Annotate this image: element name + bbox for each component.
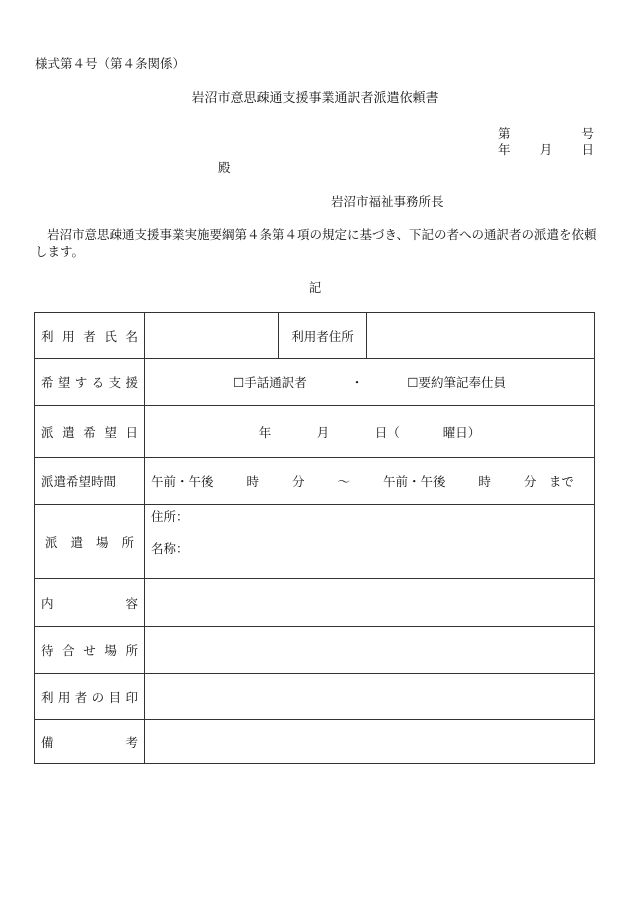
label-char: 名 xyxy=(125,328,138,344)
user-name-field[interactable] xyxy=(145,313,279,359)
date-month-unit: 月 xyxy=(316,424,330,440)
label-char: 者 xyxy=(74,689,88,705)
label-char: 所 xyxy=(121,534,134,550)
label-char: 日 xyxy=(125,424,138,440)
number-suffix: 号 xyxy=(581,126,594,141)
user-address-label: 利用者住所 xyxy=(279,313,367,359)
row-mark xyxy=(35,674,595,720)
sender-name: 岩沼市福祉事務所長 xyxy=(331,194,444,209)
place-name-label: 名称： xyxy=(151,541,189,556)
time-label: 派遣希望時間 xyxy=(35,458,145,505)
support-field xyxy=(145,359,595,406)
place-field[interactable] xyxy=(145,505,595,579)
label-char: 遣 xyxy=(70,534,83,550)
label-char: 望 xyxy=(104,424,117,440)
date-day-unit: 日（ xyxy=(374,424,400,440)
ki-heading: 記 xyxy=(308,280,322,295)
label-char: 内 xyxy=(41,595,54,611)
date-month: 月 xyxy=(539,142,553,157)
label-char: 支 xyxy=(108,375,122,390)
date-label xyxy=(35,406,145,458)
label-char: 印 xyxy=(125,689,138,705)
label-char: る xyxy=(91,375,105,390)
label-char: す xyxy=(74,375,88,390)
label-char: 用 xyxy=(57,689,71,705)
notes-label xyxy=(35,720,145,764)
label-char: 容 xyxy=(125,595,138,611)
label-char: 利 xyxy=(41,689,54,705)
date-day: 日 xyxy=(581,142,594,157)
addressee-suffix: 殿 xyxy=(218,160,231,175)
document-title: 岩沼市意思疎通支援事業通訳者派遣依頼書 xyxy=(191,91,439,106)
label-char: 考 xyxy=(125,734,138,750)
time-end-ampm: 午前・午後 xyxy=(382,474,446,489)
label-char: 場 xyxy=(95,534,109,550)
label-char: 援 xyxy=(125,375,138,390)
label-char: の xyxy=(91,689,105,705)
time-field[interactable] xyxy=(145,458,595,505)
row-content xyxy=(35,579,595,627)
label-char: 場 xyxy=(104,643,117,658)
time-start-ampm: 午前・午後 xyxy=(151,474,214,489)
time-start-min: 分 xyxy=(291,474,305,489)
label-char: 派 xyxy=(41,424,54,440)
document-date-line xyxy=(498,142,594,158)
request-form-table xyxy=(34,312,595,764)
content-label xyxy=(35,579,145,627)
user-name-label-chars xyxy=(41,327,138,345)
date-field[interactable] xyxy=(145,406,595,458)
row-date xyxy=(35,406,595,458)
label-char: 用 xyxy=(62,328,75,344)
sign-interpreter-checkbox[interactable]: ☐手話通訳者 xyxy=(233,375,307,390)
row-place xyxy=(35,505,595,579)
meeting-label xyxy=(35,627,145,674)
label-char: 者 xyxy=(83,328,96,344)
row-notes xyxy=(35,720,595,764)
date-year: 年 xyxy=(498,142,511,157)
user-name-label xyxy=(35,313,145,359)
time-tilde: ～ xyxy=(337,474,350,489)
label-char: 所 xyxy=(125,643,138,658)
label-char: 待 xyxy=(41,643,54,658)
place-label xyxy=(35,505,145,579)
request-body-text: 岩沼市意思疎通支援事業実施要綱第４条第４項の規定に基づき、下記の者への通訳者の派遣を依頼します。 xyxy=(35,227,597,259)
mark-field[interactable] xyxy=(145,674,595,720)
meeting-field[interactable] xyxy=(145,627,595,674)
time-end-hour: 時 xyxy=(478,474,491,489)
row-meeting xyxy=(35,627,595,674)
notes-field[interactable] xyxy=(145,720,595,764)
mark-label xyxy=(35,674,145,720)
row-user xyxy=(35,313,595,359)
support-separator: ・ xyxy=(350,375,364,390)
label-char: 派 xyxy=(45,534,58,550)
label-char: 望 xyxy=(57,375,71,390)
label-char: 希 xyxy=(83,424,96,440)
user-address-field[interactable] xyxy=(367,313,595,359)
content-field[interactable] xyxy=(145,579,595,627)
form-number-label: 様式第４号（第４条関係） xyxy=(35,56,186,71)
label-char: 希 xyxy=(41,375,54,390)
support-label xyxy=(35,359,145,406)
label-char: せ xyxy=(83,643,96,658)
row-time xyxy=(35,458,595,505)
date-year-unit: 年 xyxy=(258,424,272,440)
label-char: 合 xyxy=(62,643,75,658)
document-number-line xyxy=(498,126,594,142)
time-start-hour: 時 xyxy=(246,474,259,489)
label-char: 遣 xyxy=(62,424,75,440)
label-char: 目 xyxy=(108,689,122,705)
row-support xyxy=(35,359,595,406)
date-weekday-unit: 曜日） xyxy=(442,424,481,440)
place-address-label: 住所： xyxy=(151,509,189,524)
label-char: 氏 xyxy=(104,328,117,344)
summary-writer-checkbox[interactable]: ☐要約筆記奉仕員 xyxy=(407,375,506,390)
label-char: 利 xyxy=(41,328,54,344)
label-char: 備 xyxy=(41,734,54,750)
number-prefix: 第 xyxy=(498,126,511,141)
time-end-min: 分 まで xyxy=(523,474,574,489)
